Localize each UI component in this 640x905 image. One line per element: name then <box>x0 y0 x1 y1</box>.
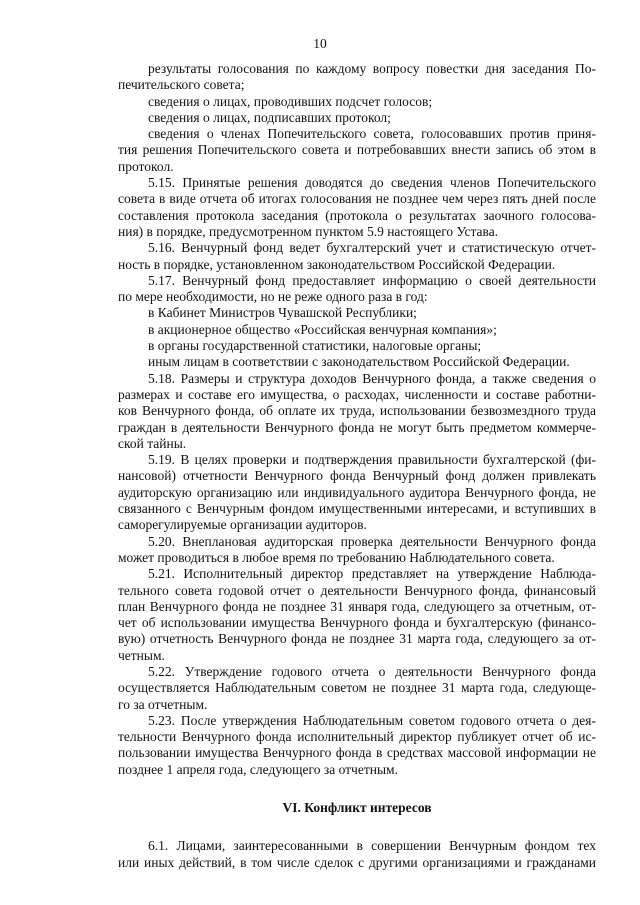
text-line: 5.19. В целях проверки и подтверждения правильности бухгалтерской (фи- <box>148 452 596 468</box>
text-line: или иных действий, в том числе сделок с другими организациями и гражданами <box>118 854 596 870</box>
text-line: сведения о лицах, проводивших подсчет голосов; <box>148 93 433 109</box>
text-line: 5.17. Венчурный фонд предоставляет информацию о своей деятельности <box>148 272 596 288</box>
text-line: по мере необходимости, но не реже одного раза в год: <box>118 289 428 305</box>
text-line: тельности Венчурного фонда исполнительный директор публикует отчет об ис- <box>118 729 596 745</box>
text-line: позднее 1 апреля года, следующего за отчетным. <box>118 761 398 777</box>
text-line: 5.16. Венчурный фонд ведет бухгалтерский учет и статистическую отчет- <box>148 240 596 256</box>
text-line: граждан в деятельности Венчурного фонда не могут быть предметом коммерче- <box>118 419 596 435</box>
text-line: вую) отчетность Венчурного фонда не позднее 31 марта года, следующего за от- <box>118 631 596 647</box>
text-line: пользовании имущества Венчурного фонда в средствах массовой информации не <box>118 745 596 761</box>
text-line: план Венчурного фонда не позднее 31 января года, следующего за отчетным, от- <box>118 598 596 614</box>
text-line: совета в виде отчета об итогах голосования не позднее чем через пять дней после <box>118 191 596 207</box>
text-line: 5.23. После утверждения Наблюдательным советом годового отчета о дея- <box>148 712 596 728</box>
text-line: ской тайны. <box>118 435 187 451</box>
text-line: аудиторскую организацию или индивидуального аудитора Венчурного фонда, не <box>118 484 596 500</box>
text-line: в Кабинет Министров Чувашской Республики; <box>148 305 417 321</box>
text-line: ков Венчурного фонда, об оплате их труда, использовании безвозмездного труда <box>118 403 596 419</box>
text-line: размерах и составе его имущества, о расходах, численности и составе работни- <box>118 386 596 402</box>
text-line: ния) в порядке, предусмотренном пунктом 5.9 настоящего Устава. <box>118 223 499 239</box>
text-line: тия решения Попечительского совета и потребовавших внести запись об этом в <box>118 142 596 158</box>
text-line: иным лицам в соответствии с законодательством Российской Федерации. <box>148 354 570 370</box>
text-line: осуществляется Наблюдательным советом не позднее 31 марта года, следующе- <box>118 680 596 696</box>
text-line: результаты голосования по каждому вопросу повестки дня заседания По- <box>148 61 596 76</box>
text-line: в органы государственной статистики, налоговые органы; <box>148 338 482 354</box>
text-line: печительского совета; <box>118 77 245 93</box>
text-line: сведения о членах Попечительского совета, голосовавших против приня- <box>148 126 596 142</box>
text-line: 5.15. Принятые решения доводятся до сведения членов Попечительского <box>148 175 596 191</box>
text-line: сведения о лицах, подписавших протокол; <box>148 109 391 125</box>
text-line: составления протокола заседания (протокола о результатах заочного голосова- <box>118 207 596 223</box>
charter-section-6-text <box>118 838 596 871</box>
text-line: саморегулируемые организации аудиторов. <box>118 517 367 533</box>
charter-section-5-text <box>118 61 596 778</box>
text-line: ность в порядке, установленном законодательством Российской Федерации. <box>118 256 556 272</box>
text-line: чет об использовании имущества Венчурного фонда и бухгалтерскую (финансо- <box>118 615 596 631</box>
page-number: 10 <box>313 36 327 51</box>
text-line: 5.21. Исполнительный директор представляет на утверждение Наблюда- <box>148 566 596 582</box>
text-line: тельного совета годовой отчет о деятельности Венчурного фонда, финансовый <box>118 582 596 598</box>
document-body <box>118 61 596 871</box>
text-line: протокол. <box>118 158 174 174</box>
text-line: четным. <box>118 647 165 663</box>
text-line: 5.20. Внеплановая аудиторская проверка деятельности Венчурного фонда <box>148 533 596 549</box>
text-line: 6.1. Лицами, заинтересованными в совершении Венчурным фондом тех <box>148 838 596 854</box>
text-line: нансовой) отчетности Венчурного фонда Венчурный фонд должен привлекать <box>118 468 596 484</box>
text-line: 5.18. Размеры и структура доходов Венчурного фонда, а также сведения о <box>148 370 596 386</box>
text-line: связанного с Венчурным фондом имущественными интересами, и вступивших в <box>118 501 596 517</box>
text-line: 5.22. Утверждение годового отчета о деятельности Венчурного фонда <box>148 663 596 679</box>
text-line: может проводиться в любое время по требованию Наблюдательного совета. <box>118 549 555 565</box>
text-line: го за отчетным. <box>118 696 208 712</box>
text-line: в акционерное общество «Российская венчурная компания»; <box>148 321 497 337</box>
section-heading: VI. Конфликт интересов <box>282 800 432 816</box>
